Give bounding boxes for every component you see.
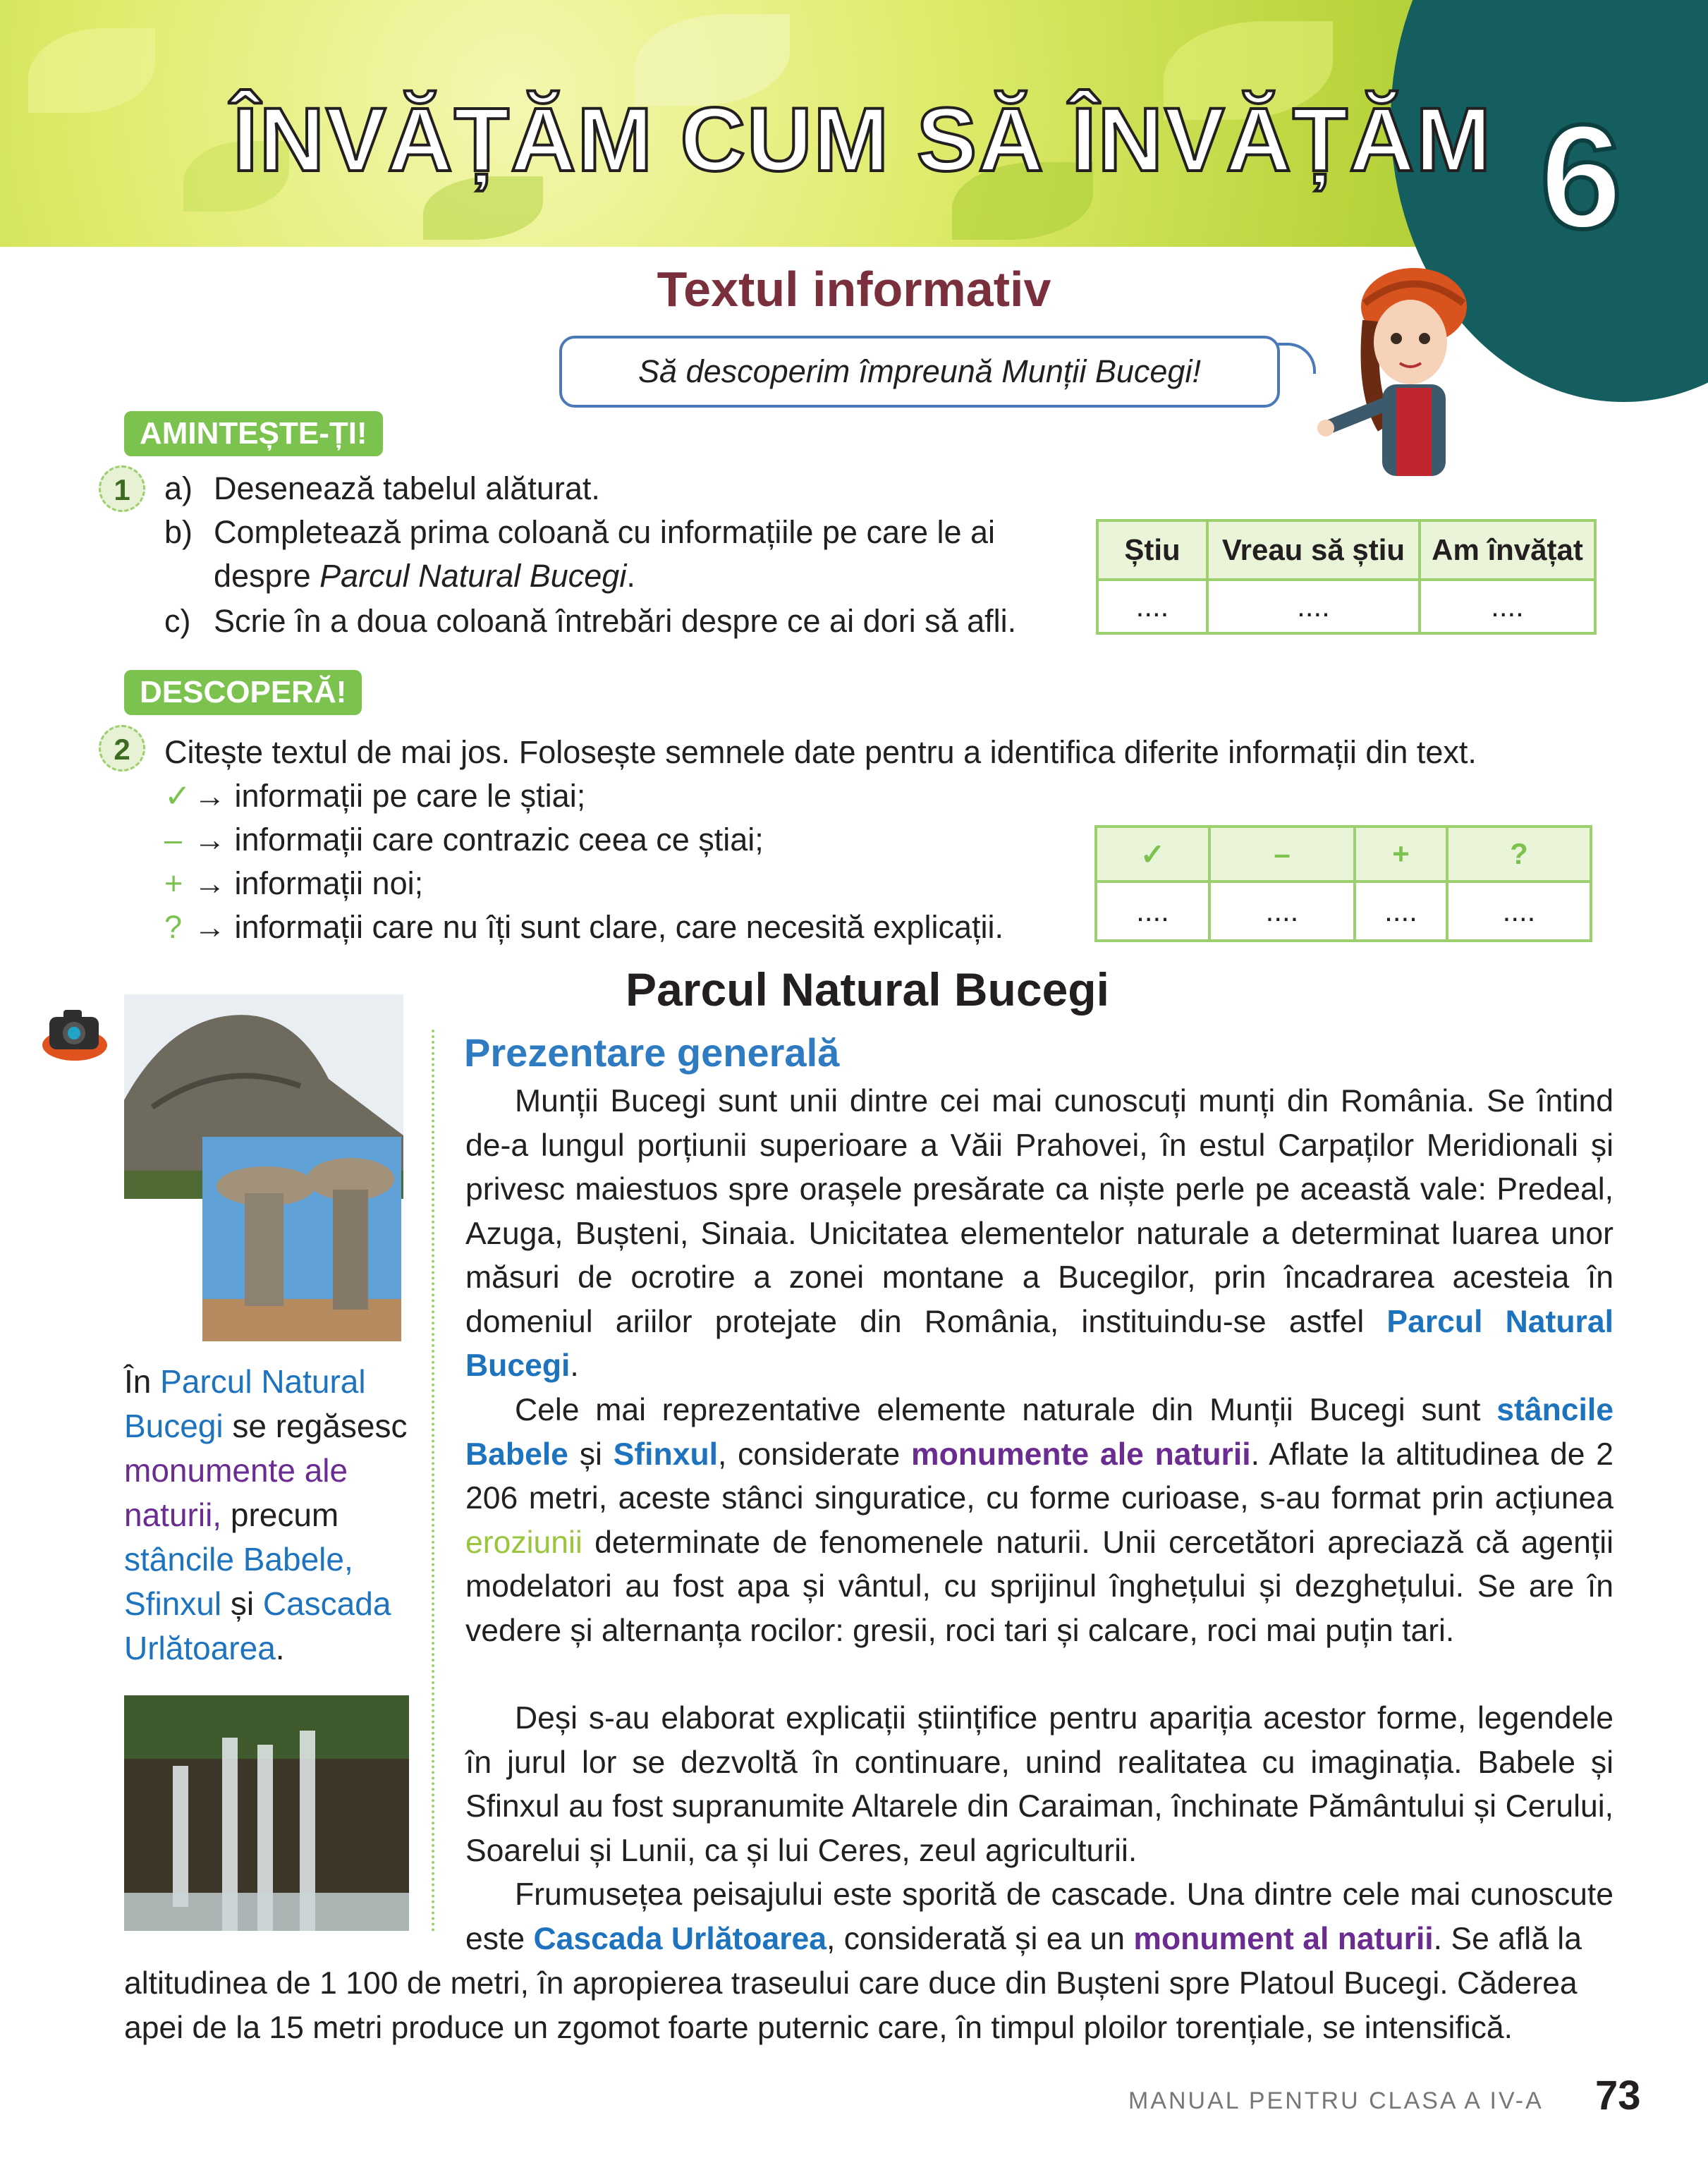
babele-rocks-photo (202, 1137, 401, 1341)
text-span: . Se află la (1433, 1921, 1582, 1956)
text-span: despre (214, 558, 320, 594)
text-span: precum (221, 1496, 339, 1533)
kwl-table (1096, 519, 1597, 635)
table-cell: .... (1097, 580, 1207, 633)
text-span: determinate de fenomenele naturii. Unii cercetători apreciază că agenții modelatori au fost apa și vântul, cu sprijinul înghețului și dezghețului. Se are în vedere și alternanța rocilor: gresii, roci tari și calcare, roci mai puțin tari. (465, 1525, 1614, 1648)
minus-icon: – (164, 822, 183, 858)
keyword-term: monumente ale naturii, (124, 1452, 348, 1533)
table-header: – (1209, 827, 1355, 882)
table-cell: .... (1355, 882, 1447, 941)
italic-text: Parcul Natural Bucegi (319, 558, 627, 594)
item-label: a) (164, 470, 193, 506)
table-header: Vreau să știu (1207, 520, 1420, 580)
page-number: 73 (1595, 2073, 1641, 2118)
discover-tag: DESCOPERĂ! (124, 670, 362, 715)
article-paragraph-2 (465, 1389, 1614, 1653)
section-heading: Prezentare generală (464, 1030, 840, 1075)
text-span: Deși s-au elaborat explicații științifice pentru apariția acestor forme, legendele în jurul lor se dezvoltă în continuare, unind realitatea cu imaginația. Babele și Sfinxul au fost supranumite Altarele din Caraiman, închinate Pământului și Cerului, Soarelui și Lunii, ca și lui Ceres, zeul agriculturii. (465, 1701, 1614, 1868)
item-label: b) (164, 514, 193, 550)
text-span: , considerată și ea un (826, 1921, 1134, 1956)
chapter-number: 6 (1539, 94, 1623, 260)
column-divider (432, 1030, 434, 1932)
text-span: . (570, 1348, 579, 1383)
keyword-link: stâncile Babele (465, 1393, 1614, 1472)
keyword-term: eroziunii (465, 1525, 582, 1560)
article-paragraph-4-continued: apei de la 15 metri produce un zgomot foarte puternic care, în timpul ploilor torențiale, se intensifică. (124, 2011, 1513, 2045)
text-span: . (626, 558, 635, 594)
article-title: Parcul Natural Bucegi (626, 963, 1109, 1016)
table-header: + (1355, 827, 1447, 882)
table-cell: .... (1096, 882, 1209, 941)
article-paragraph-4-continued: altitudinea de 1 100 de metri, în apropierea traseului care duce din Bușteni spre Platoul Bucegi. Căderea (124, 1966, 1578, 2001)
item-label: c) (164, 603, 191, 639)
keyword-term: monumente ale naturii (911, 1437, 1251, 1472)
lesson-title: Textul informativ (657, 262, 1051, 317)
legend-text: → informații noi; (194, 865, 424, 901)
text-span: și (568, 1437, 614, 1472)
keyword-link: Cascada Urlătoarea (533, 1921, 827, 1956)
item-text: Desenează tabelul alăturat. (214, 470, 600, 506)
signs-table (1094, 825, 1592, 942)
sidebar-caption (124, 1360, 420, 1671)
text-span: Munții Bucegi sunt unii dintre cei mai cunoscuți munți din România. Se întind de-a lungul porțiunii superioare a Văii Prahovei, în estul Carpaților Meridionali și privesc maiestuos spre orașele presărate ca niște perle pe această vale: Predeal, Azuga, Bușteni, Sinaia. Unicitatea elementelor naturale a determinat luarea unor măsuri de ocrotire a zonei montane a Bucegilor, prin încadrarea acesteia în domeniul ariilor protejate din România, instituindu-se astfel (465, 1084, 1614, 1339)
text-span: Frumusețea peisajului este sporită de cascade. Una dintre cele mai cunoscute este (465, 1877, 1614, 1956)
question-icon: ? (164, 909, 183, 945)
article-paragraph-4 (465, 1873, 1614, 1961)
table-header: ✓ (1096, 827, 1209, 882)
exercise-instruction: Citește textul de mai jos. Folosește semnele date pentru a identifica diferite informații din text. (164, 734, 1477, 770)
keyword-link: Parcul Natural Bucegi (465, 1304, 1614, 1383)
exercise-number-badge: 2 (99, 725, 145, 772)
item-text: Scrie în a doua coloană întrebări despre ce ai dori să afli. (214, 603, 1017, 639)
text-span: , considerate (718, 1437, 911, 1472)
text-span: . Aflate la altitudinea de 2 206 metri, aceste stânci singuratice, cu forme curioase, s-au format prin acțiunea (465, 1437, 1614, 1516)
chapter-title: ÎNVĂȚĂM CUM SĂ ÎNVĂȚĂM (233, 90, 1493, 190)
keyword-term: monument al naturii (1133, 1921, 1434, 1956)
article-paragraph-3 (465, 1697, 1614, 1873)
table-cell: .... (1209, 882, 1355, 941)
table-header: Am învățat (1420, 520, 1595, 580)
table-cell: .... (1420, 580, 1595, 633)
text-span: se regăsesc (223, 1408, 408, 1444)
book-label: MANUAL PENTRU CLASA A IV-A (1128, 2087, 1544, 2114)
table-cell: .... (1447, 882, 1591, 941)
keyword-link: Sfinxul (613, 1437, 718, 1472)
item-text-continued (214, 554, 635, 598)
legend-text: → informații care nu îți sunt clare, care necesită explicații. (194, 909, 1004, 945)
text-span: În (124, 1363, 161, 1400)
text-span: și (221, 1585, 263, 1622)
camera-icon (39, 1001, 110, 1065)
check-icon: ✓ (164, 778, 191, 814)
item-text: Completează prima coloană cu informațiile pe care le ai (214, 514, 996, 550)
girl-character-illustration (1308, 264, 1492, 490)
leaf-decoration (28, 28, 155, 113)
keyword-link: stâncile Babele, Sfinxul (124, 1541, 353, 1622)
reminder-tag: AMINTEȘTE-ȚI! (124, 411, 383, 456)
waterfall-photo (124, 1695, 409, 1931)
legend-text: → informații care contrazic ceea ce știai; (194, 822, 764, 858)
exercise-number-badge: 1 (99, 465, 145, 512)
legend-text: → informații pe care le știai; (194, 778, 586, 814)
keyword-link: Cascada Urlătoarea (124, 1585, 391, 1666)
speech-bubble-text: Să descoperim împreună Munții Bucegi! (638, 353, 1201, 389)
article-paragraph-1 (465, 1080, 1614, 1389)
plus-icon: + (164, 865, 183, 901)
text-span: . (275, 1630, 285, 1666)
table-header: Știu (1097, 520, 1207, 580)
text-span: Cele mai reprezentative elemente naturale din Munții Bucegi sunt (515, 1393, 1497, 1427)
table-header: ? (1447, 827, 1591, 882)
keyword-link: Parcul Natural Bucegi (124, 1363, 366, 1444)
table-cell: .... (1207, 580, 1420, 633)
